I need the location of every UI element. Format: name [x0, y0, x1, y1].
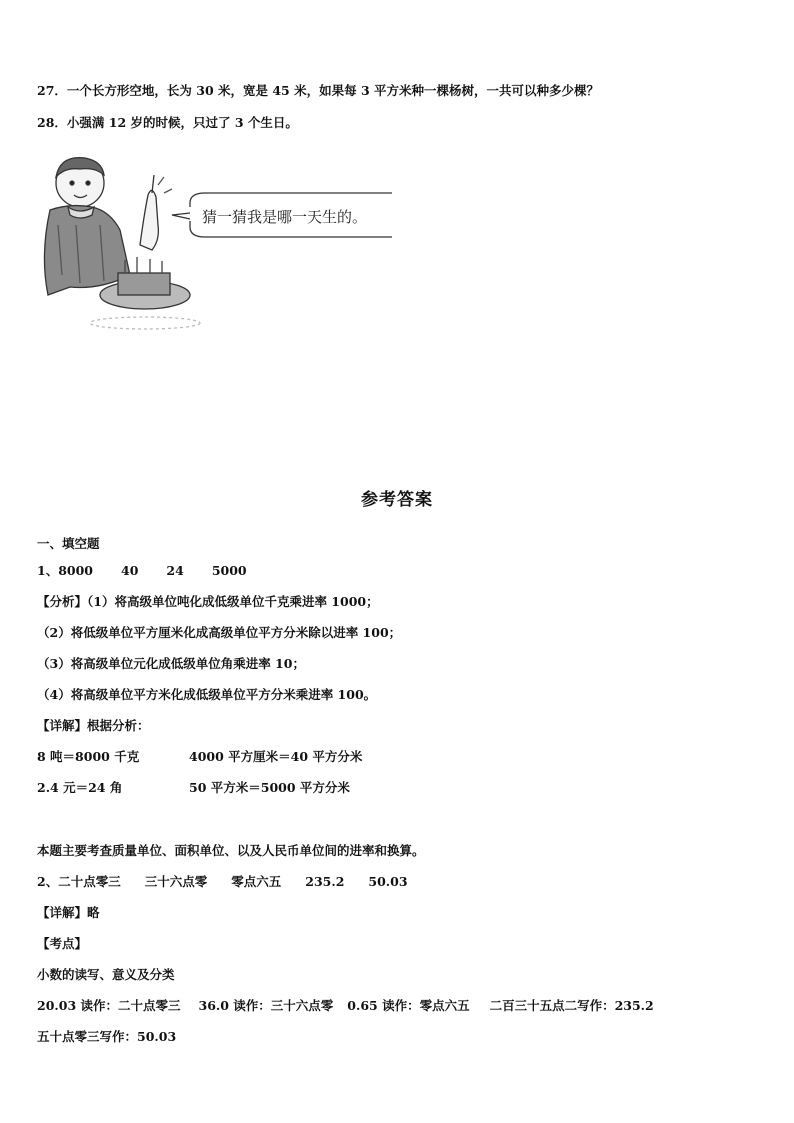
reading-line-1: [37, 998, 654, 1014]
analysis-line: （3）将高级单位元化成低级单位角乘进率 10；: [37, 656, 305, 671]
reading-item: 0.65 读作：零点六五: [347, 998, 470, 1013]
answer-number: 1、: [37, 563, 59, 578]
boy-birthday-illustration: [40, 155, 395, 335]
work-line-1: [37, 749, 362, 765]
reading-line-2: 五十点零三写作：50.03: [37, 1029, 177, 1044]
answer-value: 三十六点零: [144, 874, 208, 889]
answer-value: 50.03: [368, 874, 408, 889]
speech-bubble-text: 猜一猜我是哪一天生的。: [202, 208, 368, 226]
reading-item: 36.0 读作：三十六点零: [198, 998, 334, 1013]
answer-value: 24: [166, 563, 184, 578]
section-heading: 一、填空题: [37, 536, 100, 551]
answer-value: 零点六五: [231, 874, 282, 889]
work-line-2: [37, 780, 350, 796]
answer-value: 8000: [58, 563, 93, 578]
answer-value: 40: [121, 563, 139, 578]
reading-item: 20.03 读作：二十点零三: [37, 998, 181, 1013]
work-item: 4000 平方厘米＝40 平方分米: [189, 749, 363, 764]
point-text: 小数的读写、意义及分类: [37, 967, 175, 982]
question-27: 27．一个长方形空地，长为 30 米，宽是 45 米，如果每 3 平方米种一棵杨树，一共可以种多少棵？: [37, 83, 599, 98]
answer-number: 2、: [37, 874, 59, 889]
work-item: 8 吨＝8000 千克: [37, 749, 140, 764]
answers-title: 参考答案: [361, 490, 433, 510]
analysis-line: 【分析】（1）将高级单位吨化成低级单位千克乘进率 1000；: [37, 594, 379, 609]
analysis-line: （4）将高级单位平方米化成低级单位平方分米乘进率 100。: [37, 687, 377, 702]
question-28: 28．小强满 12 岁的时候，只过了 3 个生日。: [37, 115, 298, 130]
work-item: 50 平方米＝5000 平方分米: [189, 780, 350, 795]
boy-figure: [44, 158, 200, 329]
answer-value: 235.2: [305, 874, 345, 889]
analysis-line: （2）将低级单位平方厘米化成高级单位平方分米除以进率 100；: [37, 625, 402, 640]
detail-label: 【详解】根据分析：: [37, 718, 150, 733]
summary-line: 本题主要考查质量单位、面积单位、以及人民币单位间的进率和换算。: [37, 843, 425, 858]
work-item: 2.4 元＝24 角: [37, 780, 123, 795]
point-label: 【考点】: [37, 936, 88, 951]
answer-2-values: [37, 874, 408, 890]
answer-value: 二十点零三: [58, 874, 121, 889]
detail-label: 【详解】略: [37, 905, 100, 920]
answer-value: 5000: [211, 563, 247, 578]
reading-item: 二百三十五点二写作：235.2: [489, 998, 654, 1013]
answer-1-values: [37, 563, 247, 579]
